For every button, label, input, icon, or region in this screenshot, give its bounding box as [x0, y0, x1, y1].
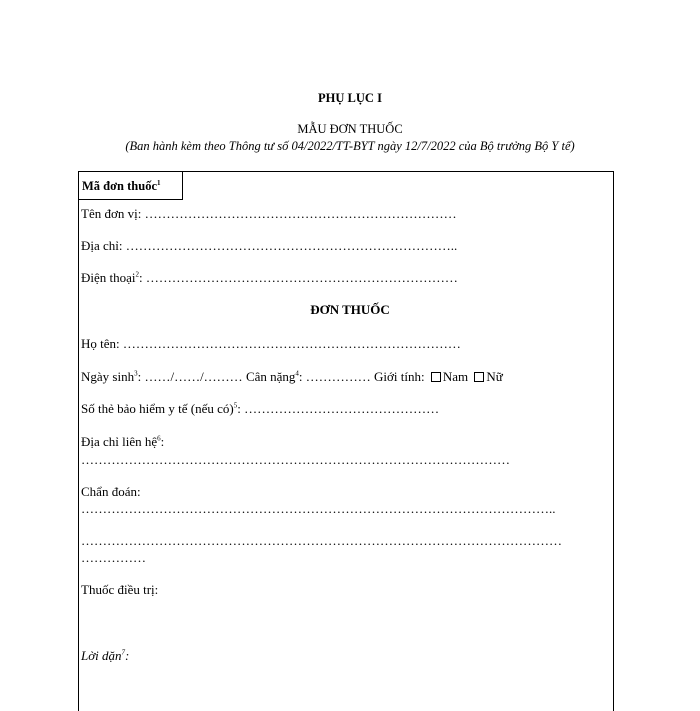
advice-row: [81, 648, 129, 664]
advice-label: Lời dặn: [81, 648, 122, 663]
diagnosis-dots-3: ……………: [81, 550, 146, 565]
insurance-dots: ………………………………………: [244, 401, 440, 416]
appendix-title: PHỤ LỤC I: [318, 91, 382, 105]
address-dots: …………………………………………………………………..: [125, 238, 458, 253]
diagnosis-label: Chẩn đoán:: [81, 484, 141, 499]
prescription-code-box: [78, 171, 183, 200]
form-title: MẪU ĐƠN THUỐC: [297, 122, 403, 136]
contact-dots: ………………………………………………………………………………………: [81, 452, 510, 467]
address-row: [81, 238, 457, 254]
contact-row: [81, 434, 164, 450]
dob-footnote: 3: [134, 369, 138, 378]
contact-colon: :: [160, 434, 165, 449]
diagnosis-dots-2: …………………………………………………………………………………………………: [81, 533, 562, 548]
code-label: Mã đơn thuốc: [82, 179, 157, 193]
unit-label: Tên đơn vị:: [81, 206, 145, 221]
weight-label: Cân nặng: [245, 369, 296, 384]
contact-footnote: 6: [157, 434, 161, 443]
insurance-row: [81, 401, 439, 417]
gender-male-checkbox[interactable]: [431, 372, 441, 382]
dob-value: : ……/……/………: [137, 369, 246, 384]
insurance-colon: :: [237, 401, 245, 416]
dob-row: [81, 369, 503, 385]
unit-dots: ………………………………………………………………: [144, 206, 457, 221]
advice-footnote: 7: [121, 648, 126, 657]
gender-male-label: Nam: [442, 369, 472, 384]
unit-row: [81, 206, 457, 222]
name-label: Họ tên:: [81, 336, 123, 351]
gender-label: Giới tính:: [374, 369, 428, 384]
code-footnote: 1: [157, 178, 161, 187]
gender-female-label: Nữ: [486, 369, 503, 384]
address-label: Địa chỉ:: [81, 238, 126, 253]
weight-footnote: 4: [295, 369, 299, 378]
weight-value: : ……………: [298, 369, 375, 384]
dob-label: Ngày sinh: [81, 369, 135, 384]
advice-colon: :: [125, 648, 130, 663]
treatment-label: Thuốc điều trị:: [81, 582, 159, 597]
phone-label: Điện thoại: [81, 270, 136, 285]
insurance-footnote: 5: [233, 401, 238, 410]
phone-dots: ………………………………………………………………: [145, 270, 458, 285]
name-dots: ……………………………………………………………………: [122, 336, 461, 351]
name-row: [81, 336, 461, 352]
phone-row: [81, 270, 458, 286]
phone-colon: :: [139, 270, 146, 285]
form-subtitle: (Ban hành kèm theo Thông tư số 04/2022/TT-BYT ngày 12/7/2022 của Bộ trưởng Bộ Y tế): [125, 139, 575, 153]
contact-label: Địa chỉ liên hệ: [81, 434, 158, 449]
phone-footnote: 2: [135, 270, 140, 279]
prescription-title: ĐƠN THUỐC: [310, 302, 390, 317]
gender-female-checkbox[interactable]: [474, 372, 484, 382]
diagnosis-dots-1: ………………………………………………………………………………………………..: [81, 501, 556, 516]
insurance-label: Số thẻ bảo hiểm y tế (nếu có): [81, 401, 234, 416]
